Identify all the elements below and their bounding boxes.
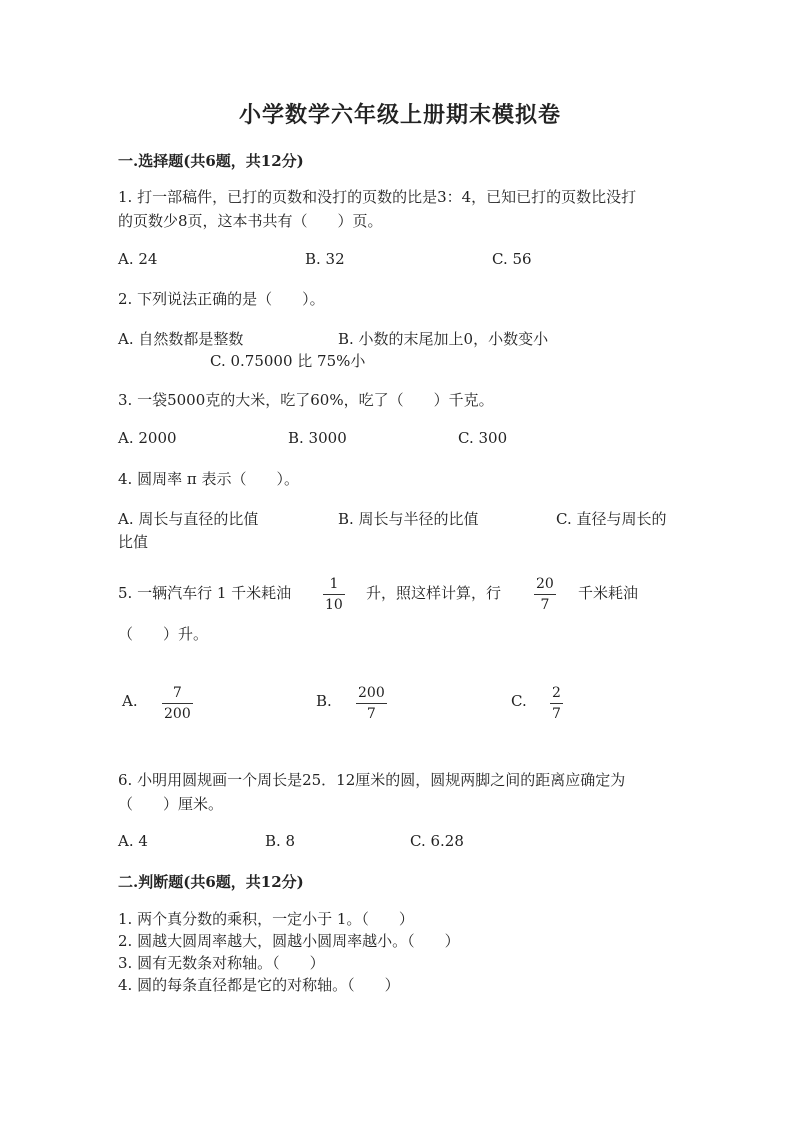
question-2-option-c: C. 0.75000 比 75%小 [210,352,366,370]
judgement-item-1: 1. 两个真分数的乘积，一定小于 1。（ ） [118,910,414,928]
question-6-line-2: （ ）厘米。 [118,795,224,813]
question-6-option-c: C. 6.28 [410,832,464,850]
fraction-numerator: 2 [552,685,561,701]
question-5-option-a-label: A. [122,692,138,710]
section-heading-judgement: 二.判断题(共6题，共12分) [118,873,304,891]
question-4-option-c: C. 直径与周长的 [556,510,667,528]
question-1-line-1: 1. 打一部稿件，已打的页数和没打的页数的比是3：4，已知已打的页数比没打 [118,188,637,206]
question-2-option-a: A. 自然数都是整数 [118,330,244,348]
question-4-text: 4. 圆周率 π 表示（ ）。 [118,470,299,488]
judgement-item-4: 4. 圆的每条直径都是它的对称轴。（ ） [118,976,400,994]
question-2-text: 2. 下列说法正确的是（ ）。 [118,290,325,308]
judgement-item-2: 2. 圆越大圆周率越大，圆越小圆周率越小。（ ） [118,932,460,950]
fraction-numerator: 1 [329,576,339,592]
question-4-option-a: A. 周长与直径的比值 [118,510,259,528]
question-5-option-b-fraction [356,686,387,721]
question-5-part-2: 升，照这样计算，行 [366,584,502,602]
fraction-numerator: 200 [358,685,385,701]
fraction-numerator: 20 [536,576,554,592]
question-1-option-b: B. 32 [305,250,345,268]
page-title: 小学数学六年级上册期末模拟卷 [238,102,561,128]
question-6-option-a: A. 4 [118,832,148,850]
question-5-option-c-fraction [550,686,563,721]
question-6-line-1: 6. 小明用圆规画一个周长是25．12厘米的圆，圆规两脚之间的距离应确定为 [118,771,626,789]
question-3-option-c: C. 300 [458,429,508,447]
fraction-denominator: 7 [540,597,550,613]
section-heading-choice: 一.选择题(共6题，共12分) [118,152,304,170]
question-1-option-a: A. 24 [118,250,158,268]
question-6-option-b: B. 8 [265,832,296,850]
fraction-denominator: 200 [164,706,191,722]
question-3-text: 3. 一袋5000克的大米，吃了60%，吃了（ ）千克。 [118,391,494,409]
question-3-option-b: B. 3000 [288,429,347,447]
question-5-option-b-label: B. [316,692,332,710]
fraction-denominator: 7 [366,706,376,722]
question-5-fraction-1 [323,577,345,612]
question-5-part-1: 5. 一辆汽车行 1 千米耗油 [118,584,292,602]
question-2-option-b: B. 小数的末尾加上0，小数变小 [338,330,549,348]
fraction-denominator: 7 [552,706,561,722]
question-1-line-2: 的页数少8页，这本书共有（ ）页。 [118,212,383,230]
question-5-line-2: （ ）升。 [118,625,209,643]
fraction-numerator: 7 [172,685,182,701]
question-5-fraction-2 [534,577,556,612]
question-5-part-3: 千米耗油 [578,584,639,602]
question-5-option-a-fraction [162,686,193,721]
question-3-option-a: A. 2000 [118,429,177,447]
question-4-option-c-wrap: 比值 [118,533,149,551]
question-5-option-c-label: C. [511,692,527,710]
question-4-option-b: B. 周长与半径的比值 [338,510,479,528]
judgement-item-3: 3. 圆有无数条对称轴。（ ） [118,954,325,972]
question-1-option-c: C. 56 [492,250,532,268]
fraction-denominator: 10 [325,597,343,613]
